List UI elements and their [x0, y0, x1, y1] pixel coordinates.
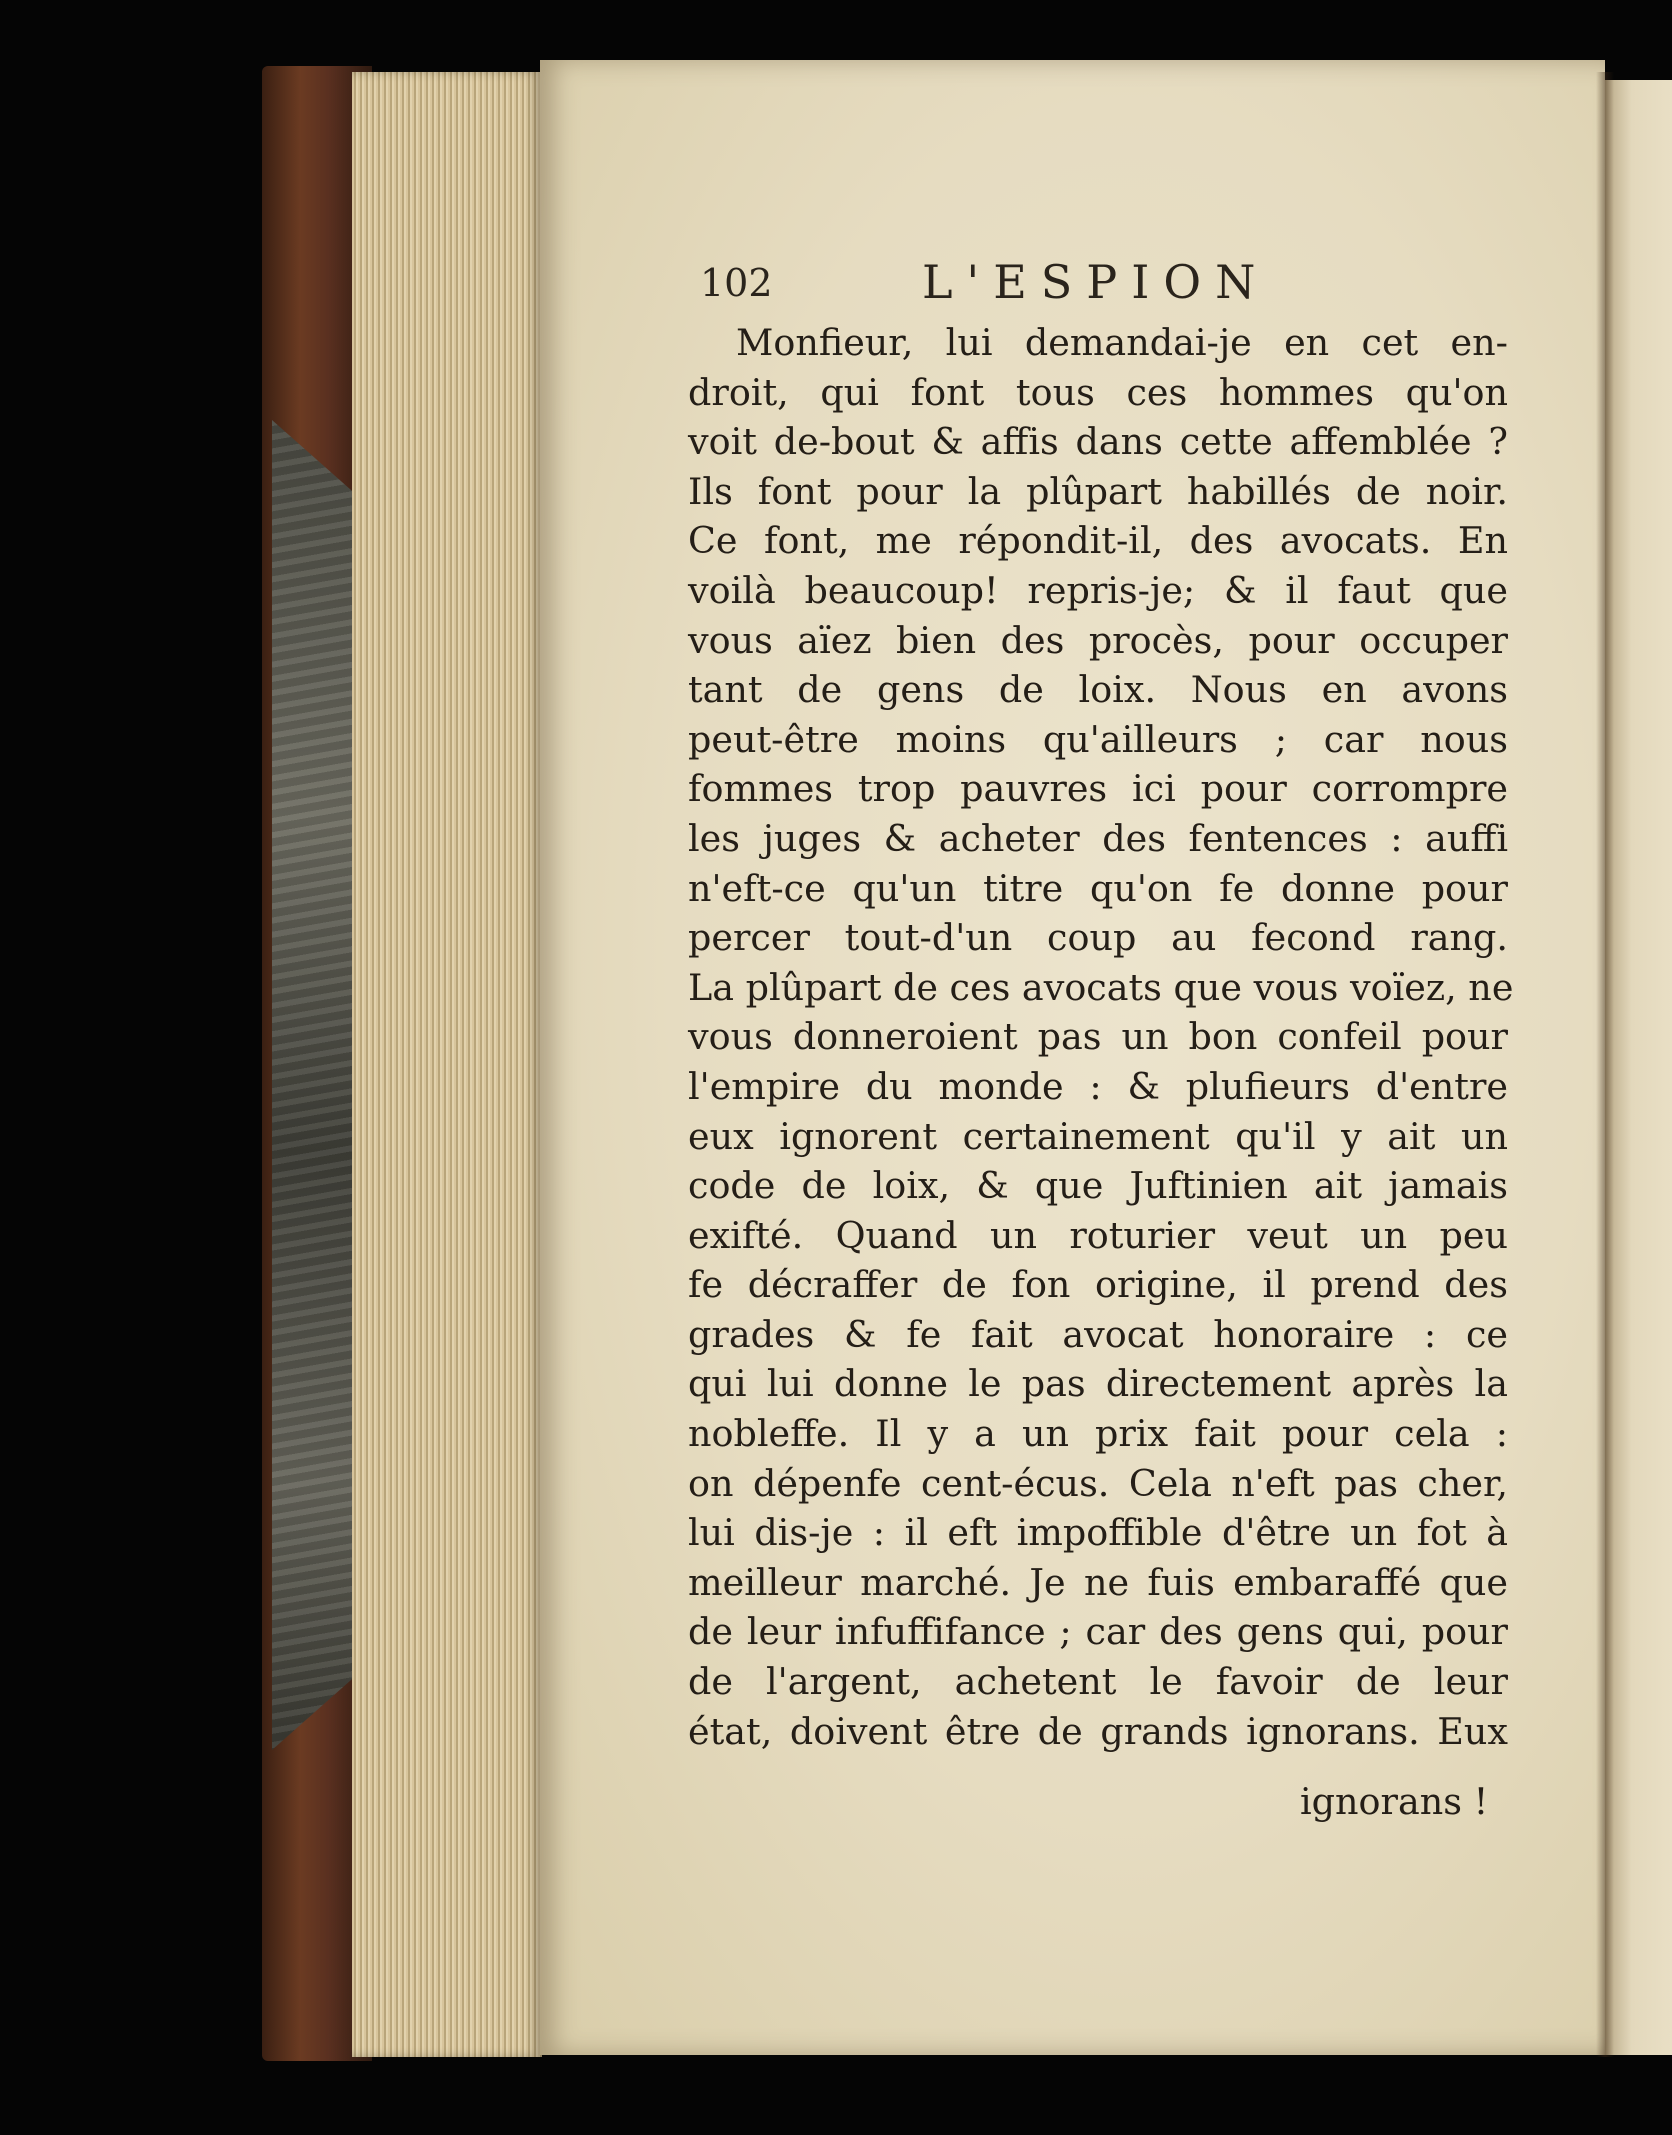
text-line: on dépenfe cent-écus. Cela n'eft pas cher, [688, 1461, 1508, 1505]
text-line: fe décraffer de fon origine, il prend des [688, 1263, 1508, 1307]
text-line: code de loix, & que Juftinien ait jamais [688, 1164, 1508, 1208]
text-line: de leur infuffifance ; car des gens qui, pour [688, 1610, 1508, 1654]
text-line: meilleur marché. Je ne fuis embaraffé que [688, 1560, 1508, 1604]
text-line: droit, qui font tous ces hommes qu'on [688, 370, 1508, 414]
text-line: vous donneroient pas un bon confeil pour [688, 1015, 1508, 1059]
text-line: de l'argent, achetent le favoir de leur [688, 1660, 1508, 1704]
text-line: voit de-bout & affis dans cette affemblée ? [688, 420, 1508, 464]
page-edges [352, 72, 542, 2057]
gutter-shadow [1596, 72, 1614, 2057]
marbled-board [272, 420, 362, 1750]
catchword: ignorans ! [1300, 1780, 1489, 1823]
text-line: qui lui donne le pas directement après la [688, 1362, 1508, 1406]
page-header [700, 255, 1320, 315]
text-line: n'eft-ce qu'un titre qu'on fe donne pour [688, 866, 1508, 910]
text-line: eux ignorent certainement qu'il y ait un [688, 1114, 1508, 1158]
text-line: Ce font, me répondit-il, des avocats. En [688, 519, 1508, 563]
text-line: percer tout-d'un coup au fecond rang. [688, 916, 1508, 960]
text-line: exifté. Quand un roturier veut un peu [688, 1213, 1508, 1257]
text-line: nobleffe. Il y a un prix fait pour cela : [688, 1412, 1508, 1456]
text-line: voilà beaucoup! repris-je; & il faut que [688, 568, 1508, 612]
text-line: les juges & acheter des fentences : auffi [688, 816, 1508, 860]
page-number: 102 [700, 261, 773, 305]
text-line: vous aïez bien des procès, pour occuper [688, 618, 1508, 662]
facing-page-edge [1605, 80, 1672, 2055]
text-line: fommes trop pauvres ici pour corrompre [688, 767, 1508, 811]
text-line: La plûpart de ces avocats que vous voïez, ne [688, 965, 1514, 1009]
text-line: état, doivent être de grands ignorans. Eux [688, 1709, 1508, 1753]
body-text [688, 318, 1514, 1756]
text-line: lui dis-je : il eft impoffible d'être un fot à [688, 1511, 1508, 1555]
text-line: l'empire du monde : & plufieurs d'entre [688, 1064, 1508, 1108]
text-line: grades & fe fait avocat honoraire : ce [688, 1312, 1508, 1356]
text-line: Monfieur, lui demandai-je en cet en- [736, 321, 1508, 364]
text-line: Ils font pour la plûpart habillés de noir. [688, 469, 1508, 513]
text-line: peut-être moins qu'ailleurs ; car nous [688, 717, 1508, 761]
running-head: L'ESPION [922, 255, 1270, 309]
text-line: tant de gens de loix. Nous en avons [688, 668, 1508, 712]
